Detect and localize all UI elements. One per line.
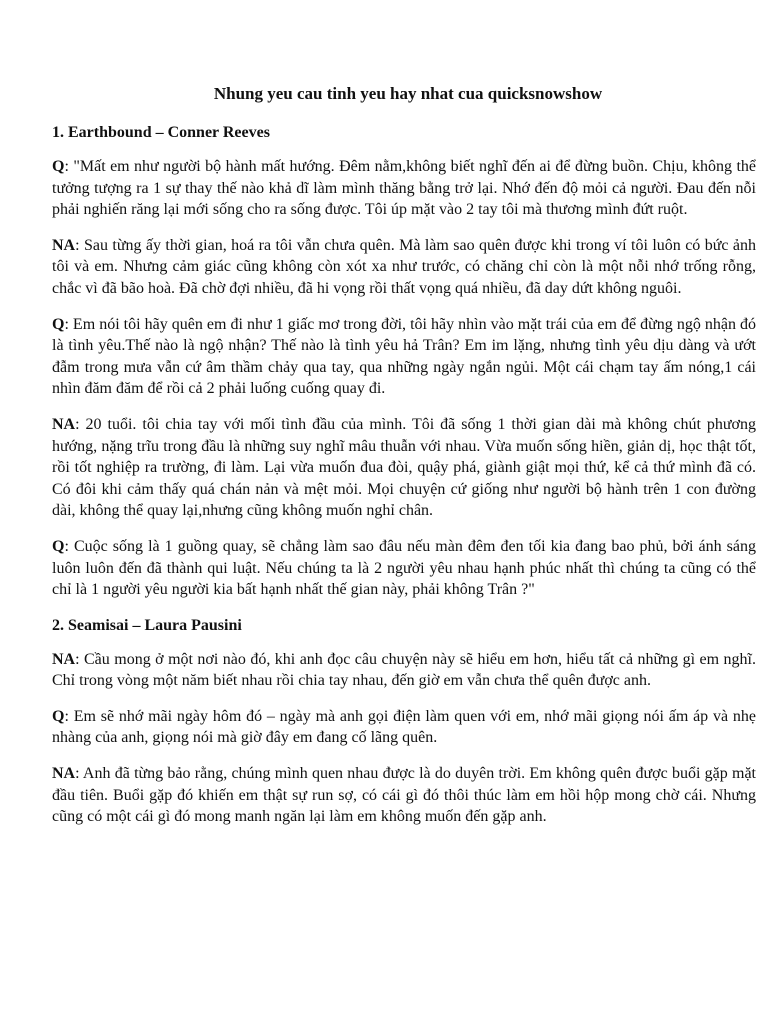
song-section-1: [52, 122, 756, 601]
paragraph-text: : Cuộc sống là 1 guồng quay, sẽ chẳng làm sao đâu nếu màn đêm đen tối kia đang bao phủ, bởi ánh sáng luôn luôn đến đã thành qui luật. Nếu chúng ta là 2 người yêu nhau hạnh phúc nhất thì chúng ta cũng có thể chỉ là 1 người yêu người kia bất hạnh nhất thế gian này, phải không Trân ?": [52, 537, 756, 599]
paragraph-text: : Sau từng ấy thời gian, hoá ra tôi vẫn chưa quên. Mà làm sao quên được khi trong ví tôi luôn có bức ảnh tôi và em. Nhưng cảm giác cũng không còn xót xa như trước, có chăng chỉ còn là một nỗi nhớ trống rỗng, chắc vì đã bão hoà. Đã chờ đợi nhiều, đã hi vọng rồi thất vọng quá nhiều, đã day dứt không nguôi.: [52, 236, 756, 297]
speaker-label: NA: [52, 765, 76, 783]
speaker-label: Q: [52, 315, 65, 333]
paragraph-text: : 20 tuổi. tôi chia tay với mối tình đầu của mình. Tôi đã sống 1 thời gian dài mà không chút phương hướng, nặng trĩu trong đầu là những suy nghĩ mâu thuẫn với nhau. Vừa muốn sống hiền, giản dị, học thật tốt, rồi tốt nghiệp ra trường, đi làm. Lại vừa muốn đua đòi, quậy phá, giành giật mọi thứ, kể cả thứ mình đã có. Có đôi khi cảm thấy quá chán nản và mệt mỏi. Mọi chuyện cứ giống như người bộ hành trên 1 con đường dài, không thể quay lại,nhưng cũng không muốn nghỉ chân.: [52, 415, 756, 520]
paragraph-text: : Em sẽ nhớ mãi ngày hôm đó – ngày mà anh gọi điện làm quen với em, nhớ mãi giọng nói ấm áp và nhẹ nhàng của anh, giọng nói mà giờ đây em đang cố lãng quên.: [52, 707, 756, 747]
speaker-label: NA: [52, 415, 76, 433]
lyric-paragraph: [52, 763, 756, 828]
speaker-label: Q: [52, 707, 65, 725]
song-heading: 2. Seamisai – Laura Pausini: [52, 616, 242, 634]
speaker-label: Q: [52, 158, 65, 175]
lyric-paragraph: [52, 314, 756, 400]
song-heading: 1. Earthbound – Conner Reeves: [52, 124, 270, 141]
paragraph-text: : Cầu mong ở một nơi nào đó, khi anh đọc câu chuyện này sẽ hiểu em hơn, hiểu tất cả những gì em nghĩ. Chỉ trong vòng một năm biết nhau rồi chia tay nhau, đến giờ em vẫn chưa thể quên được anh.: [52, 650, 756, 690]
paragraph-text: : "Mất em như người bộ hành mất hướng. Đêm nằm,không biết nghĩ đến ai để đừng buồn. Chịu, không thể tưởng tượng ra 1 sự thay thế nào khả dĩ làm mình thăng bằng trở lại. Nhớ đến độ mỏi cả người. Đau đến nỗi phải nghiến răng lại mới sống cho ra sống được. Tôi úp mặt vào 2 tay tôi mà thương mình đứt ruột.: [52, 158, 756, 219]
lyric-paragraph: [52, 235, 756, 300]
song-section-2: [52, 615, 756, 828]
speaker-label: NA: [52, 650, 76, 668]
lyric-paragraph: [52, 649, 756, 692]
lyric-paragraph: [52, 706, 756, 749]
paragraph-text: : Em nói tôi hãy quên em đi như 1 giấc mơ trong đời, tôi hãy nhìn vào mặt trái của em để đừng ngộ nhận đó là tình yêu.Thế nào là ngộ nhận? Thế nào là tình yêu hả Trân? Em im lặng, nhưng tình yêu dịu dàng và ướt đẫm trong mưa vẫn cứ âm thầm chảy qua tay, qua những ngày ngắn ngủi. Một cái chạm tay ấm nóng,1 cái nhìn đăm đăm để rồi cả 2 phải luống cuống quay đi.: [52, 315, 756, 398]
lyric-paragraph: [52, 156, 756, 221]
document-title: Nhung yeu cau tinh yeu hay nhat cua quicksnowshow: [213, 84, 603, 103]
lyric-paragraph: [52, 536, 756, 601]
lyric-paragraph: [52, 414, 756, 522]
speaker-label: Q: [52, 537, 65, 555]
speaker-label: NA: [52, 236, 76, 254]
paragraph-text: : Anh đã từng bảo rằng, chúng mình quen nhau được là do duyên trời. Em không quên được buổi gặp mặt đầu tiên. Buổi gặp đó khiến em thật sự run sợ, có cái gì đó thôi thúc làm em hồi hộp mong chờ cái. Nhưng cũng có một cái gì đó mong manh ngăn lại làm em không muốn đến gặp anh.: [52, 765, 756, 826]
